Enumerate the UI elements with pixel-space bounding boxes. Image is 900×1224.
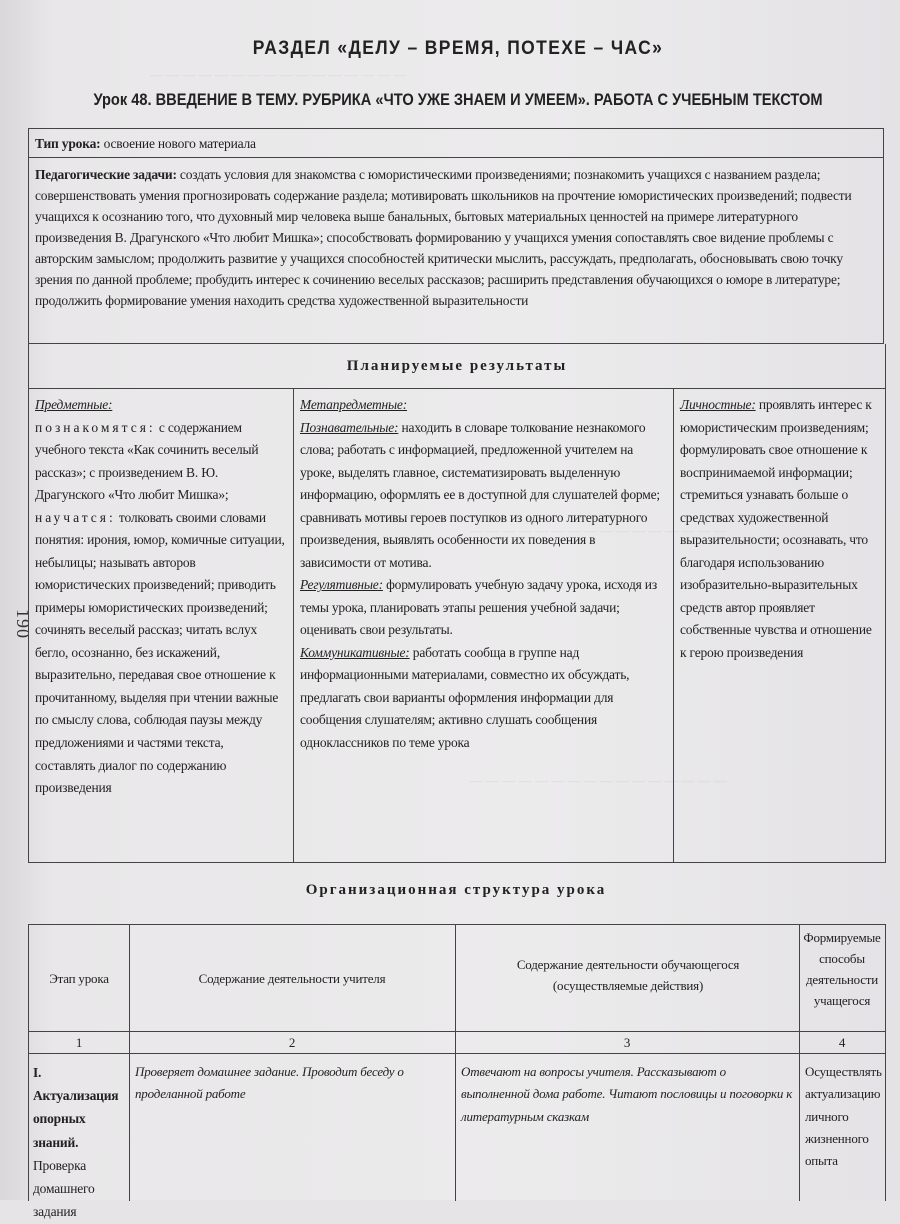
col-number: 4 xyxy=(838,1035,846,1050)
meta-results-column xyxy=(294,388,674,862)
subject-results-label: Предметные: xyxy=(35,397,113,412)
col-number: 1 xyxy=(75,1035,83,1050)
pedagogical-tasks-row xyxy=(28,158,884,344)
lesson-type-row xyxy=(28,128,884,158)
section-title: РАЗДЕЛ «ДЕЛУ – ВРЕМЯ, ПОТЕХЕ – ЧАС» xyxy=(252,38,664,59)
col-number: 2 xyxy=(288,1035,296,1050)
personal-results-text: проявлять интерес к юмористическим произведениям; формулировать свое отношение к воспринимаемой информации; стремиться узнавать больше о средствах художественной выразительности; осознавать, что благодаря использованию изобразительно-выразительных средств автор проявляет собственные чувства и отношение к герою произведения xyxy=(680,397,872,660)
table-divider xyxy=(29,1031,885,1032)
header-teacher: Содержание деятельности учителя xyxy=(198,971,386,986)
meta-results-label: Метапредметные: xyxy=(300,397,408,412)
table-row-skills: Осуществлять актуализацию личного жизненного опыта xyxy=(805,1064,882,1169)
bleed-through-text: — — — — — — — — — — — — — — — — xyxy=(470,773,727,788)
org-structure-heading: Организационная структура урока xyxy=(305,882,607,898)
bleed-through-text: — — — — — — — — — — — — — — — — xyxy=(150,67,407,82)
table-divider xyxy=(455,925,456,1201)
header-stage: Этап урока xyxy=(49,971,109,986)
table-row-teacher: Проверяет домашнее задание. Проводит беседу о проделанной работе xyxy=(135,1064,404,1102)
cognitive-text: находить в словаре толкование незнакомого слова; работать с информацией, предложенной учителем на уроке, выделять главное, систематизировать выделенную информацию, оформлять ее в доступной для слушателей форме; сравнивать мотивы героев поступков из одного литературного произведения, выявлять особенности их поведения в зависимости от мотива. xyxy=(300,419,660,570)
subject-results-column xyxy=(29,388,294,862)
planned-results-heading: Планируемые результаты xyxy=(28,344,886,389)
communicative-label: Коммуникативные: xyxy=(300,644,410,660)
planned-results-table xyxy=(28,388,886,863)
table-row-student: Отвечают на вопросы учителя. Рассказывают о выполненной дома работе. Читают пословицы и поговорки к литературным сказкам xyxy=(461,1064,793,1124)
table-divider xyxy=(129,925,130,1201)
pedagogical-tasks-text: создать условия для знакомства с юмористическими произведениями; познакомить учащихся с названием раздела; совершенствовать умения прогнозировать содержание раздела; мотивировать школьников на прочтение юмористических произведений; подвести учащихся к осознанию того, что духовный мир человека выше банальных, бытовых материальных ценностей на примере литературного произведения В. Драгунского «Что любит Мишка»; способствовать формированию у учащихся умения сопоставлять свое видение проблемы с авторским замыслом; продолжить развитие у учащихся способностей критически мыслить, рассуждать, предполагать, обосновывать свою точку зрения по данной проблеме; пробудить интерес к сочинению веселых рассказов; расширить представления обучающихся о юморе в литературе; продолжить формирование умения находить средства художественной выразительности xyxy=(35,167,852,309)
table-row-stage xyxy=(33,1061,127,1224)
learn-label: познакомятся: xyxy=(35,419,156,435)
lesson-type-label: Тип урока: xyxy=(35,136,101,151)
lesson-title: Урок 48. ВВЕДЕНИЕ В ТЕМУ. РУБРИКА «ЧТО УЖЕ ЗНАЕМ И УМЕЕМ». РАБОТА С УЧЕБНЫМ ТЕКСТОМ xyxy=(93,90,823,109)
header-skills: Формируемые способы деятельности учащегося xyxy=(803,930,881,1009)
stage-subtitle: Проверка домашнего задания xyxy=(33,1157,95,1220)
personal-results-label: Личностные: xyxy=(680,397,756,412)
skills-text: толковать своими словами понятия: ирония, юмор, комичные ситуации, небылицы; называть авторов юмористических произведений; приводить примеры юмористических произведений; сочинять веселый рассказ; читать вслух бегло, осознанно, без искажений, выразительно, передавая свое отношение к прочитанному, выделяя при чтении важные по смыслу слова, соблюдая паузы между предложениями и частями текста, составлять диалог по содержанию произведения xyxy=(35,509,285,796)
col-number: 3 xyxy=(623,1035,631,1050)
communicative-text: работать сообща в группе над информационными материалами, совместно их обсуждать, предлагать свои варианты оформления информации для сообщения слушателям; активно слушать сообщения одноклассников по теме урока xyxy=(300,644,630,750)
regulative-text: формулировать учебную задачу урока, исходя из темы урока, планировать этапы решения учебной задачи; оценивать свои результаты. xyxy=(300,577,657,638)
skills-label: научатся: xyxy=(35,509,116,525)
personal-results-column xyxy=(674,388,885,862)
stage-title: I. Актуализация опорных знаний. xyxy=(33,1065,119,1150)
header-student: Содержание деятельности обучающегося (осуществляемые действия) xyxy=(516,957,740,993)
bleed-through-text: — — — — — — — — — — — — — — — — xyxy=(470,523,727,538)
cognitive-label: Познавательные: xyxy=(300,419,399,435)
regulative-label: Регулятивные: xyxy=(300,577,383,593)
pedagogical-tasks-label: Педагогические задачи: xyxy=(35,167,177,182)
org-structure-table xyxy=(28,924,886,1220)
page-number: 190 xyxy=(13,609,33,639)
lesson-type-value: освоение нового материала xyxy=(103,136,256,151)
learn-text: с содержанием учебного текста «Как сочинить веселый рассказ»; с произведением В. Ю. Драгунского «Что любит Мишка»; xyxy=(35,419,259,503)
